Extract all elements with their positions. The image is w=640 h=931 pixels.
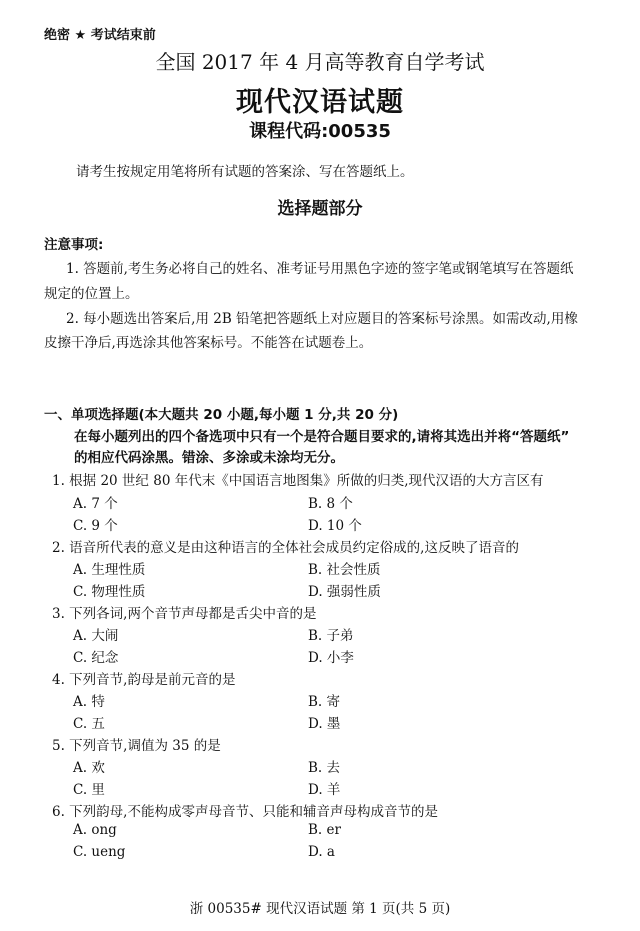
- notes-label: 注意事项:: [44, 237, 104, 253]
- option: C. 物理性质: [73, 584, 146, 600]
- question-stem: 2. 语音所代表的意义是由这种语言的全体社会成员约定俗成的,这反映了语音的: [52, 540, 519, 556]
- section-title: 一、单项选择题(本大题共 20 小题,每小题 1 分,共 20 分): [44, 407, 399, 423]
- question-stem: 5. 下列音节,调值为 35 的是: [52, 738, 221, 754]
- note-line: 皮擦干净后,再选涂其他答案标号。不能答在试题卷上。: [44, 335, 373, 351]
- section-desc-line: 在每小题列出的四个备选项中只有一个是符合题目要求的,请将其选出并将“答题纸”: [74, 429, 570, 445]
- note-line: 规定的位置上。: [44, 286, 139, 302]
- option: D. a: [308, 844, 335, 860]
- question-stem: 3. 下列各词,两个音节声母都是舌尖中音的是: [52, 606, 317, 622]
- option: C. 9 个: [73, 518, 118, 534]
- option: C. ueng: [73, 844, 126, 860]
- option: B. 寄: [308, 694, 341, 710]
- option: C. 纪念: [73, 650, 119, 666]
- note-line: 1. 答题前,考生务必将自己的姓名、准考证号用黑色字迹的签字笔或钢笔填写在答题纸: [66, 261, 574, 277]
- page-footer: 浙 00535# 现代汉语试题 第 1 页(共 5 页): [189, 901, 451, 917]
- option: B. 社会性质: [308, 562, 381, 578]
- option: B. er: [308, 822, 341, 838]
- option: B. 8 个: [308, 496, 353, 512]
- question-stem: 4. 下列音节,韵母是前元音的是: [52, 672, 236, 688]
- option: D. 墨: [308, 716, 341, 732]
- option: A. 大闹: [73, 628, 119, 644]
- option: A. 7 个: [73, 496, 118, 512]
- option: B. 去: [308, 760, 341, 776]
- question-stem: 1. 根据 20 世纪 80 年代末《中国语言地图集》所做的归类,现代汉语的大方言区有: [52, 473, 544, 489]
- course-code: 课程代码:00535: [249, 121, 391, 142]
- note-line: 2. 每小题选出答案后,用 2B 铅笔把答题纸上对应题目的答案标号涂黑。如需改动,用橡: [66, 311, 578, 327]
- question-stem: 6. 下列韵母,不能构成零声母音节、只能和辅音声母构成音节的是: [52, 804, 438, 820]
- option: D. 强弱性质: [308, 584, 381, 600]
- answer-instruction: 请考生按规定用笔将所有试题的答案涂、写在答题纸上。: [76, 164, 414, 180]
- option: A. 欢: [73, 760, 105, 776]
- option: C. 里: [73, 782, 105, 798]
- part-heading: 选择题部分: [277, 199, 363, 219]
- exam-title: 全国 2017 年 4 月高等教育自学考试: [155, 50, 485, 74]
- option: A. 特: [73, 694, 105, 710]
- subject-title: 现代汉语试题: [236, 87, 404, 118]
- section-desc-line: 的相应代码涂黑。错涂、多涂或未涂均无分。: [74, 450, 344, 466]
- option: A. ong: [73, 822, 117, 838]
- option: D. 小李: [308, 650, 354, 666]
- secret-mark: 绝密 ★ 考试结束前: [44, 28, 156, 43]
- option: A. 生理性质: [73, 562, 146, 578]
- option: B. 子弟: [308, 628, 354, 644]
- option: D. 10 个: [308, 518, 362, 534]
- option: C. 五: [73, 716, 105, 732]
- option: D. 羊: [308, 782, 341, 798]
